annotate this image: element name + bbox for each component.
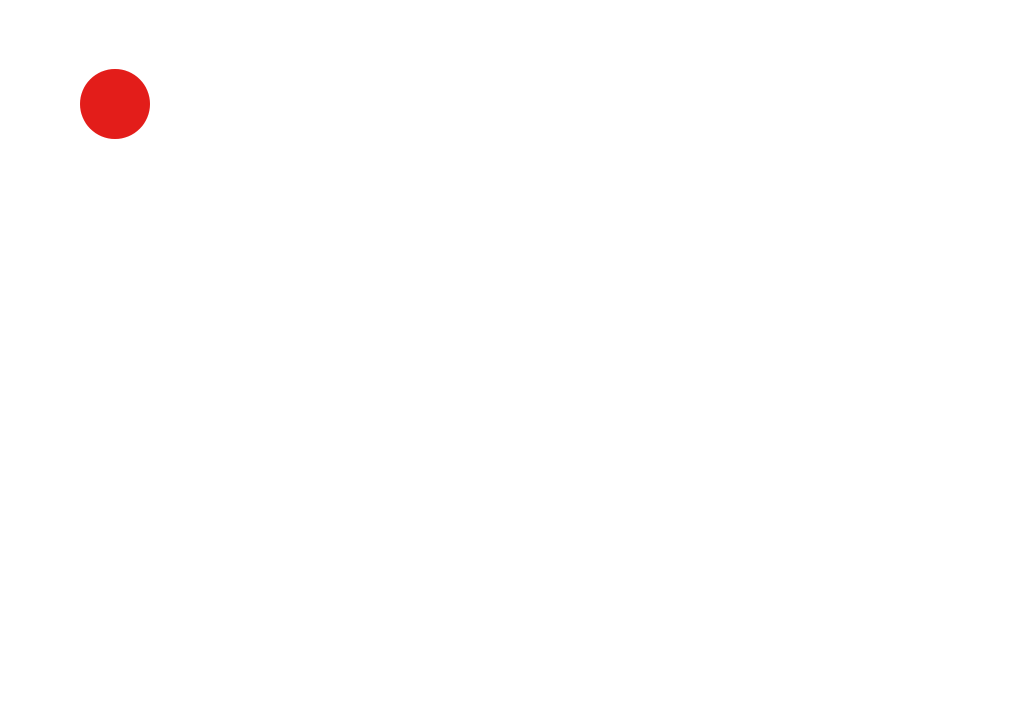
logo-circle <box>80 69 150 139</box>
bim-furniture-logo <box>80 69 280 141</box>
offer-title <box>0 176 1024 192</box>
